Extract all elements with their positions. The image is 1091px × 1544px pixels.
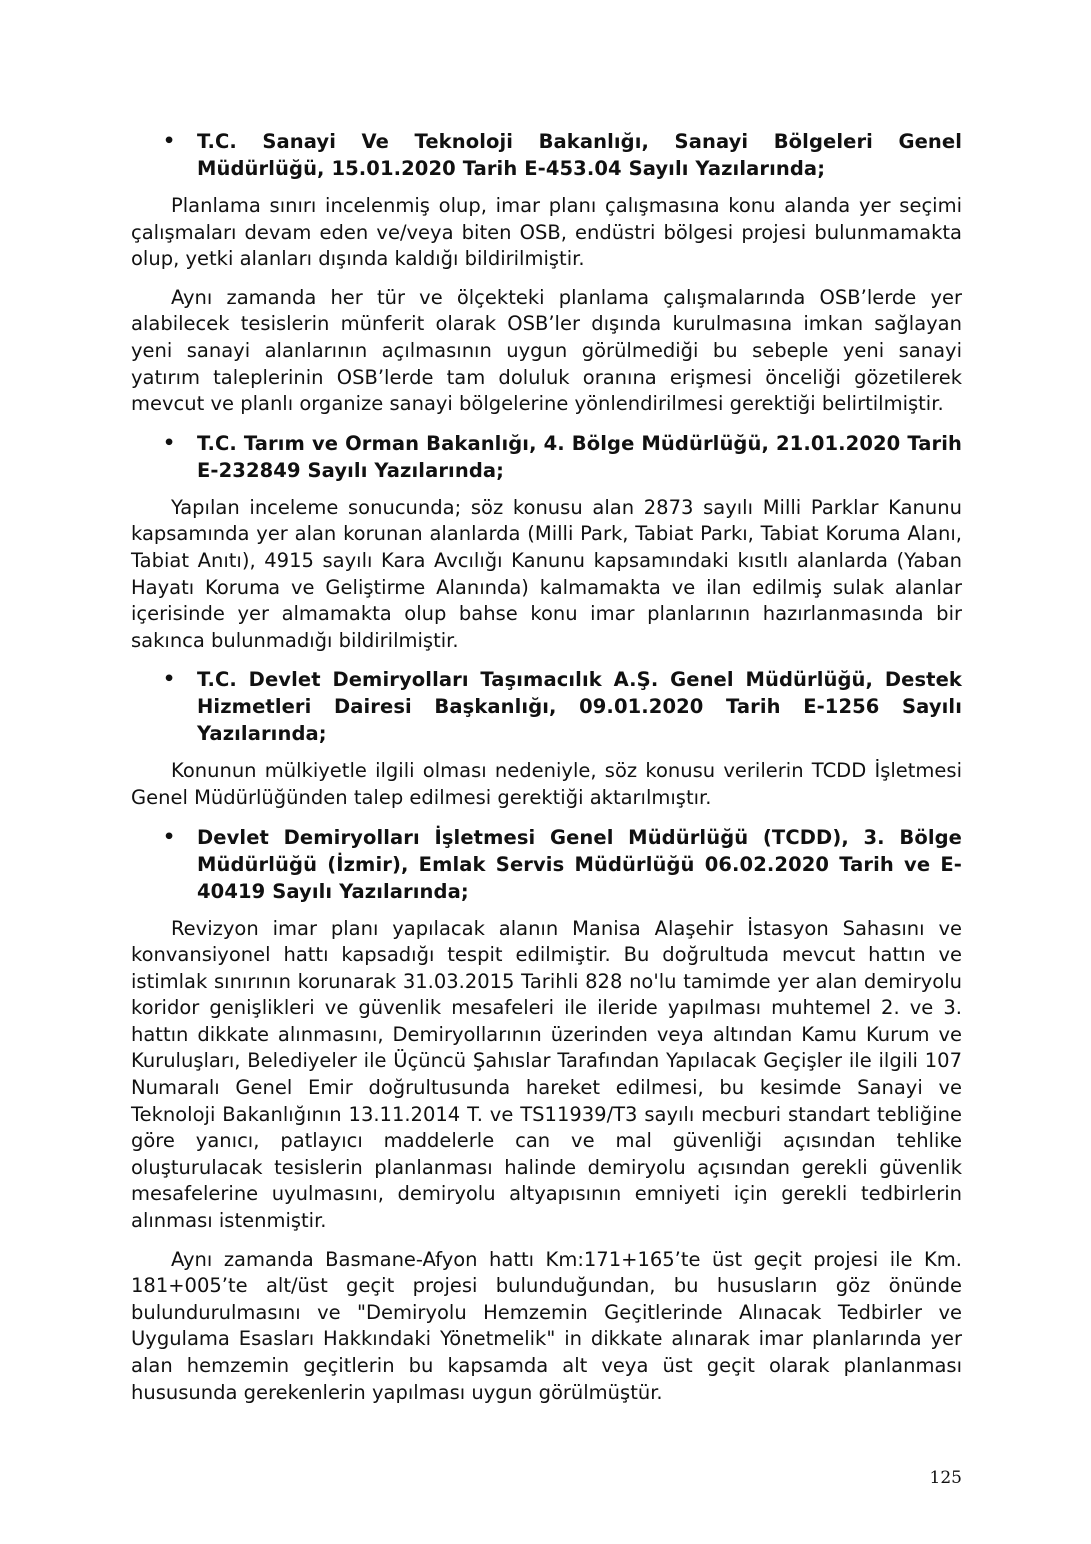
heading-text: T.C. Devlet Demiryolları Taşımacılık A.Ş. Genel Müdürlüğü, Destek Hizmetleri Dairesi Başkanlığı, 09.01.2020 Tarih E-1256 Sayılı Yazılarında; <box>197 668 962 746</box>
section-tarim <box>131 430 962 655</box>
paragraph: Revizyon imar planı yapılacak alanın Manisa Alaşehir İstasyon Sahasını ve konvansiyonel hattı kapsadığı tespit edilmiştir. Bu doğrultuda mevcut hattın ve istimlak sınırının korunarak 31.03.2015 Tarihli 828 no'lu tamimde yer alan demiryolu koridor genişlikleri ve güvenlik mesafeleri ile ileride yapılması muhtemel 2. ve 3. hattın dikkate alınmasını, Demiryollarının üzerinden veya altından Kamu Kurum ve Kuruluşları, Belediyeler ile Üçüncü Şahıslar Tarafından Yapılacak Geçişler ile ilgili 107 Numaralı Genel Emir doğrultusunda hareket edilmesi, bu kesimde Sanayi ve Teknoloji Bakanlığının 13.11.2014 T. ve TS11939/T3 sayılı mecburi standart tebliğine göre yanıcı, patlayıcı maddelerle can ve mal güvenliği açısından tehlike oluşturulacak tesislerin planlanması halinde demiryolu açısından gerekli güvenlik mesafelerine uyulmasını, demiryolu altyapısının emniyeti için gerekli tedbirlerin alınması istenmiştir. <box>131 916 962 1233</box>
document-body <box>131 128 962 1418</box>
paragraph: Yapılan inceleme sonucunda; söz konusu alan 2873 sayılı Milli Parklar Kanunu kapsamında yer alan korunan alanlarda (Milli Park, Tabiat Parkı, Tabiat Koruma Alanı, Tabiat Anıtı), 4915 sayılı Kara Avcılığı Kanunu kapsamındaki kısıtlı alanlarda (Yaban Hayatı Koruma ve Geliştirme Alanında) kalmamakta ve ilan edilmiş sulak alanlar içerisinde yer almamakta olup bahse konu imar planlarının hazırlanmasında bir sakınca bulunmadığı bildirilmiştir. <box>131 495 962 652</box>
section-heading <box>131 824 962 905</box>
paragraph: Konunun mülkiyetle ilgili olması nedeniyle, söz konusu verilerin TCDD İşletmesi Genel Müdürlüğünden talep edilmesi gerektiği aktarılmıştır. <box>131 759 962 809</box>
section-sanayi <box>131 128 962 418</box>
heading-text: T.C. Tarım ve Orman Bakanlığı, 4. Bölge Müdürlüğü, 21.01.2020 Tarih E-232849 Sayılı Yazılarında; <box>197 431 962 482</box>
bullet-icon: • <box>163 130 176 152</box>
paragraph: Planlama sınırı incelenmiş olup, imar planı çalışmasına konu alanda yer seçimi çalışmaları devam eden ve/veya biten OSB, endüstri bölgesi projesi bulunmamakta olup, yetki alanları dışında kaldığı bildirilmiştir. <box>131 194 962 271</box>
paragraph: Aynı zamanda Basmane-Afyon hattı Km:171+165’te üst geçit projesi ile Km. 181+005’te alt/üst geçit projesi bulunduğundan, bu hususların göz önünde bulundurulmasını ve "Demiryolu Hemzemin Geçitlerinde Alınacak Tedbirler ve Uygulama Esasları Hakkındaki Yönetmelik" in dikkate alınarak imar planlarında yer alan hemzemin geçitlerin bu kapsamda alt veya üst geçit olarak planlanması hususunda gerekenlerin yapılması uygun görülmüştür. <box>131 1247 962 1404</box>
paragraph: Aynı zamanda her tür ve ölçekteki planlama çalışmalarında OSB’lerde yer alabilecek tesislerin münferit olarak OSB’ler dışında kurulmasına imkan sağlayan yeni sanayi alanlarının açılmasının uygun görülmediği bu sebeple yeni sanayi yatırım taleplerinin OSB’lerde tam doluluk oranına erişmesi önceliği gözetilerek mevcut ve planlı organize sanayi bölgelerine yönlendirilmesi gerektiği belirtilmiştir. <box>131 285 962 416</box>
heading-text: Devlet Demiryolları İşletmesi Genel Müdürlüğü (TCDD), 3. Bölge Müdürlüğü (İzmir), Emlak Servis Müdürlüğü 06.02.2020 Tarih ve E-40419 Sayılı Yazılarında; <box>197 825 962 903</box>
bullet-icon: • <box>163 825 176 848</box>
heading-text: T.C. Sanayi Ve Teknoloji Bakanlığı, Sanayi Bölgeleri Genel Müdürlüğü, 15.01.2020 Tarih E-453.04 Sayılı Yazılarında; <box>197 130 962 180</box>
bullet-icon: • <box>163 668 176 691</box>
section-heading <box>131 666 962 747</box>
section-tcdd-tasimacilik <box>131 666 962 811</box>
section-heading <box>131 128 962 182</box>
section-tcdd-isletme <box>131 824 962 1407</box>
section-heading <box>131 430 962 484</box>
bullet-icon: • <box>163 431 176 454</box>
page-number: 125 <box>929 1468 962 1488</box>
